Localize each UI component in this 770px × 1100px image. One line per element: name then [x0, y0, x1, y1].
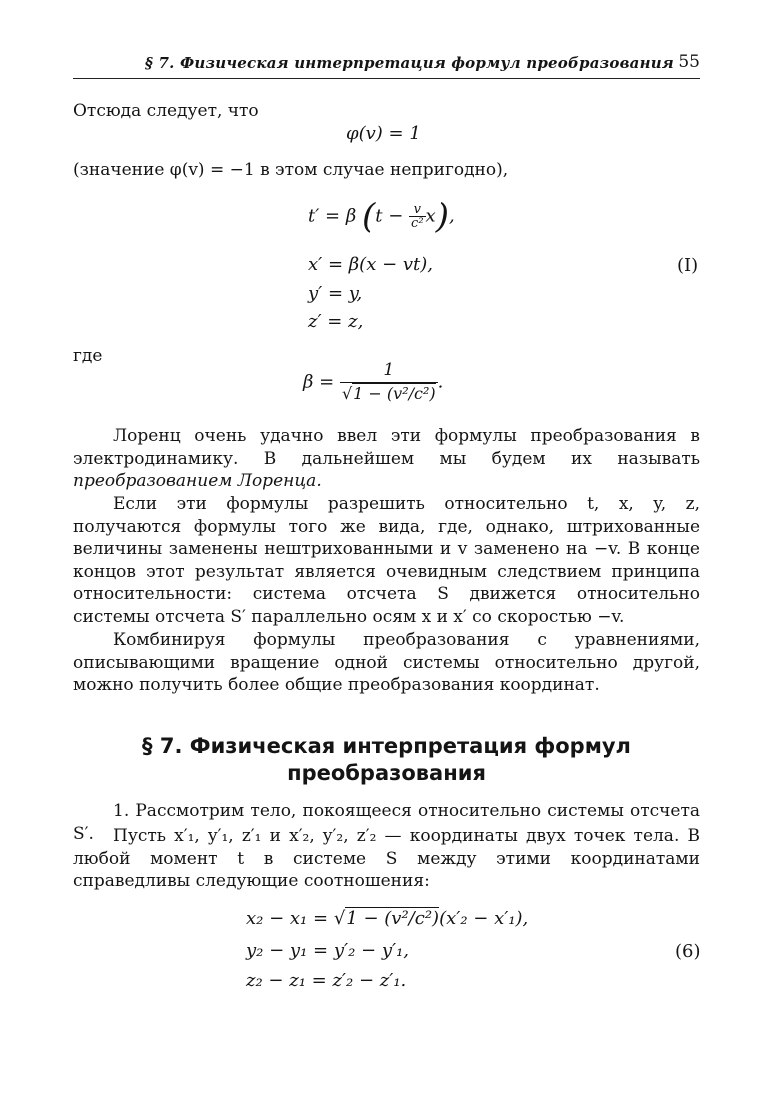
beta-den	[340, 382, 438, 402]
section-heading	[73, 733, 700, 787]
eq6-z: z₂ − z₁ = z′₂ − z′₁.	[246, 970, 407, 991]
equation-phi: φ(v) = 1	[346, 123, 421, 144]
beta-num: 1	[383, 360, 395, 380]
header-title: § 7. Физическая интерпретация формул преобразования	[145, 54, 674, 72]
beta-fraction	[340, 362, 438, 402]
lorentz-eq-x: x′ = β(x − vt),	[308, 254, 434, 275]
eq6-x-lhs: x₂ − x₁ =	[246, 908, 329, 929]
lorentz-t-open: (	[362, 196, 376, 237]
eq6-y: y₂ − y₁ = y′₂ − y′₁,	[246, 940, 410, 961]
beta-tail: .	[437, 371, 444, 393]
lorentz-t-inner-a: t −	[375, 205, 404, 227]
equation-number-I: (I)	[677, 255, 699, 276]
paragraph-combining: Комбинируя формулы преобразования с уравнениями, описывающими вращение одной системы относительно другой, можно получить более общие преобразования координат.	[73, 630, 700, 695]
where-text: где	[73, 346, 103, 366]
paragraph-body-rest: 1. Рассмотрим тело, покоящееся относительно системы отсчета S′.	[73, 801, 700, 844]
lorentz-frac-num: v	[413, 202, 421, 217]
equation-number-6: (6)	[675, 941, 701, 962]
lorentz-eq-t	[308, 196, 455, 237]
paragraph-lorentz-emphasis: преобразованием Лоренца.	[73, 471, 322, 491]
lorentz-t-close: )	[435, 196, 449, 237]
page-number: 55	[678, 52, 700, 72]
sqrt-symbol: √1 − (v²/c²)	[341, 384, 436, 403]
eq6-x-tail: (x′₂ − x′₁),	[439, 908, 529, 929]
eq6-radicand: 1 − (v²/c²)	[346, 908, 440, 929]
beta-lhs: β =	[303, 371, 335, 393]
beta-radicand: 1 − (v²/c²)	[353, 384, 436, 403]
paragraph-lorentz-text: Лоренц очень удачно ввел эти формулы преобразования в электродинамику. В дальнейшем мы будем их называть	[73, 426, 700, 469]
intro-text: Отсюда следует, что	[73, 101, 259, 121]
eq6-sqrt: √1 − (v²/c²)	[333, 908, 440, 929]
section-heading-line2: преобразования	[287, 761, 486, 785]
beta-equation	[303, 362, 443, 402]
paragraph-lorentz	[73, 425, 700, 493]
running-header	[73, 54, 700, 79]
eq6-x	[246, 908, 528, 929]
note-text: (значение φ(v) = −1 в этом случае непригодно),	[73, 160, 509, 180]
paragraph-inverse: Если эти формулы разрешить относительно t, x, y, z, получаются формулы того же вида, где, однако, штрихованные величины заменены нештрихованными и v заменено на −v. В конце концов этот результат является очевидным следствием принципа относительности: система отсчета S движется относительно системы отсчета S′ параллельно осям x и x′ со скоростью −v.	[73, 494, 700, 627]
section-heading-line1: § 7. Физическая интерпретация формул	[142, 734, 631, 758]
lorentz-t-comma: ,	[448, 205, 455, 227]
lorentz-t-inner-b: x	[425, 205, 436, 227]
paragraph-coordinates: Пусть x′₁, y′₁, z′₁ и x′₂, y′₂, z′₂ — координаты двух точек тела. В любой момент t в системе S между этими координатами справедливы следующие соотношения:	[73, 826, 700, 891]
lorentz-eq-y: y′ = y,	[308, 283, 363, 304]
lorentz-frac-den: c²	[411, 216, 424, 231]
lorentz-fraction	[409, 203, 426, 230]
lorentz-t-lhs: t′ = β	[308, 205, 357, 227]
lorentz-eq-z: z′ = z,	[308, 311, 364, 332]
